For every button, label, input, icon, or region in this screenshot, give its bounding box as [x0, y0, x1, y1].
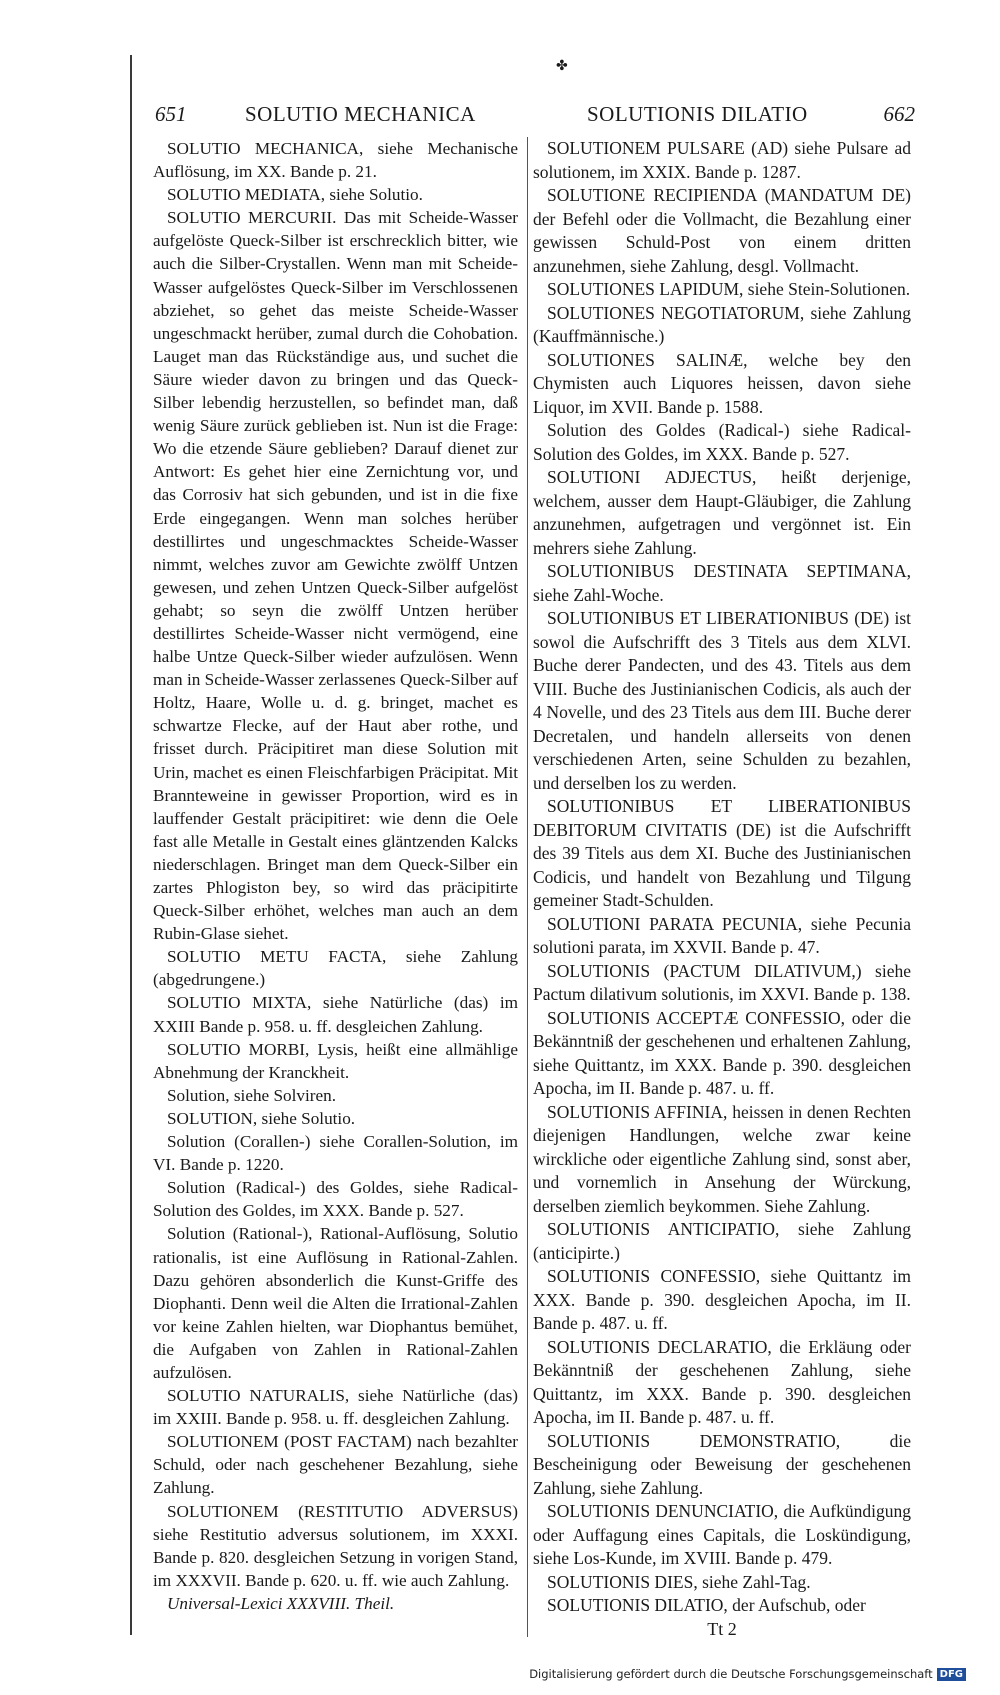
entry: SOLUTIO MERCURII. Das mit Scheide-Wasser aufgelöste Queck-Silber ist erschrecklich bitter, wie auch die Silber-Crystallen. Wenn man mit Scheide-Wasser aufgelöstes Queck-Silber im Verschlossenen abziehet, so gehet das meiste Scheide-Wasser ungeschmackt herüber, zumal durch die Cohobation. Lauget man das Rückständige aus, und suchet die Säure wieder davon zu bringen und das Queck-Silber lebendig herzustellen, so befindet man, daß wenig Säure zurück geblieben ist. Nun ist die Frage: Wo die etzende Säure geblieben? Darauf dienet zur Antwort: Es gehet hier eine Zernichtung vor, und das Corrosiv hat sich gebunden, und ist in die fixe Erde eingegangen. Wenn man solches herüber destillirtes und ungeschmacktes Scheide-Wasser nimmt, welches zuvor am Gewichte zwölff Untzen gewesen, und zehen Untzen Queck-Silber aufgelöst gehabt; so seyn die zwölff Untzen herüber destillirtes Scheide-Wasser nicht vermögend, eine halbe Untze Queck-Silber wieder aufzulösen. Wenn man in Scheide-Wasser zerlassenes Queck-Silber auf Holtz, Haare, Wolle u. d. g. bringet, machet es schwartze Flecke, auf der Haut aber rothe, und frisset durch. Präcipitiret man diese Solution mit Urin, machet es einen Fleischfarbigen Präcipitat. Mit Brannteweine in gewisser Proportion, wird es in lauffender Gestalt präcipitiret: wie denn die Oele fast alle Metalle in Gestalt eines gläntzenden Kalcks niederschlagen. Bringet man dem Queck-Silber ein zartes Phlogiston bey, so wird das präcipitirte Queck-Silber erhöhet, welches man auch an dem Rubin-Glase siehet. [153, 208, 518, 944]
volume-footer: Universal-Lexici XXXVIII. Theil. [167, 1593, 395, 1613]
entry: SOLUTIO MECHANICA, siehe Mechanische Auflösung, im XX. Bande p. 21. [153, 139, 518, 182]
entry: SOLUTIONIS DILATIO, der Aufschub, oder [547, 1595, 866, 1615]
entry: SOLUTIONIS CONFESSIO, siehe Quittantz im XXX. Bande p. 390. desgleichen Apocha, im II. Bande p. 487. u. ff. [533, 1266, 911, 1333]
entry: SOLUTIONIS (PACTUM DILATIVUM,) siehe Pactum dilativum solutionis, im XXVI. Bande p. 138. [533, 960, 911, 1004]
entry: SOLUTIONES SALINÆ, welche bey den Chymisten auch Liquores heissen, davon siehe Liquor, im XVII. Bande p. 1588. [533, 349, 911, 417]
entry: SOLUTIONIS DEMONSTRATIO, die Bescheinigung oder Beweisung der geschehenen Zahlung, siehe Zahlung. [533, 1430, 911, 1498]
entry: SOLUTIO METU FACTA, siehe Zahlung (abgedrungene.) [153, 947, 518, 990]
page-number-right: 662 [883, 102, 915, 126]
dfg-logo: DFG [937, 1668, 966, 1681]
entry: SOLUTIONEM (RESTITUTIO ADVERSUS) siehe Restitutio adversus solutionem, im XXXI. Bande p. 820. desgleichen Setzung in vorigen Stand, im XXXVII. Bande p. 620. u. ff. wie auch Zahlung. [153, 1501, 518, 1590]
entry: SOLUTIONIBUS DESTINATA SEPTIMANA, siehe Zahl-Woche. [533, 561, 911, 605]
entry: SOLUTIO MIXTA, siehe Natürliche (das) im XXIII Bande p. 958. u. ff. desgleichen Zahlung. [153, 993, 518, 1036]
entry: SOLUTIONEM (POST FACTAM) nach bezahlter Schuld, oder nach geschehener Bezahlung, siehe Zahlung. [153, 1432, 518, 1498]
left-column [153, 137, 518, 1615]
column-divider [527, 137, 528, 1637]
running-title-left: SOLUTIO MECHANICA [245, 102, 476, 126]
digitization-text: Digitalisierung gefördert durch die Deutsche Forschungsgemeinschaft [529, 1667, 933, 1681]
entry: SOLUTIONI PARATA PECUNIA, siehe Pecunia solutioni parata, im XXVII. Bande p. 47. [533, 913, 911, 957]
entry: SOLUTIO NATURALIS, siehe Natürliche (das) im XXIII. Bande p. 958. u. ff. desgleichen Zahlung. [153, 1386, 518, 1429]
entry: SOLUTIONES LAPIDUM, siehe Stein-Solutionen. [547, 279, 911, 299]
entry: SOLUTIONIS ACCEPTÆ CONFESSIO, oder die Bekänntniß der geschehenen und erhaltenen Zahlung, siehe Quittantz, im XXX. Bande p. 390. desgleichen Apocha, im II. Bande p. 487. u. ff. [533, 1007, 911, 1098]
signature-mark: Tt 2 [707, 1618, 737, 1639]
entry: SOLUTIONIS ANTICIPATIO, siehe Zahlung (anticipirte.) [533, 1219, 911, 1263]
entry: Solution des Goldes (Radical-) siehe Radical-Solution des Goldes, im XXX. Bande p. 527. [533, 420, 911, 464]
gutter-line [130, 55, 132, 1635]
entry: SOLUTIONIBUS ET LIBERATIONIBUS (DE) ist sowol die Aufschrifft des 3 Titels aus dem XLVI. Buche derer Pandecten, und des 43. Titels aus dem VIII. Buche des Justinianischen Codicis, als auch der 4 Novelle, und des 23 Titels aus dem III. Buche derer Decretalen, und handeln allerseits von denen verschiedenen Arten, seine Schulden zu bezahlen, und derselben los zu werden. [533, 608, 911, 793]
right-column [533, 137, 911, 1641]
entry: SOLUTIONES NEGOTIATORUM, siehe Zahlung (Kauffmännische.) [533, 302, 911, 346]
entry: SOLUTIONIBUS ET LIBERATIONIBUS DEBITORUM CIVITATIS (DE) ist die Aufschrifft des 39 Titels aus dem XI. Buche des Justinianischen Codicis, und handelt von Bezahlung und Tilgung gemeiner Stadt-Schulden. [533, 796, 911, 910]
running-title-right: SOLUTIONIS DILATIO [587, 102, 808, 126]
digitization-credit [529, 1667, 966, 1681]
entry: SOLUTIO MORBI, Lysis, heißt eine allmählige Abnehmung der Kranckheit. [153, 1039, 518, 1082]
entry: SOLUTIONIS DENUNCIATIO, die Aufkündigung oder Auffagung eines Capitals, die Loskündigung, siehe Los-Kunde, im XVIII. Bande p. 479. [533, 1501, 911, 1568]
entry: SOLUTIONIS DECLARATIO, die Erkläung oder Bekänntniß der geschehenen Zahlung, siehe Quittantz, im XXX. Bande p. 390. desgleichen Apocha, im II. Bande p. 487. u. ff. [533, 1336, 911, 1427]
entry: SOLUTIONEM PULSARE (AD) siehe Pulsare ad solutionem, im XXIX. Bande p. 1287. [533, 138, 911, 182]
entry: Solution, siehe Solviren. [167, 1085, 337, 1105]
ornament: ✤ [556, 58, 568, 74]
entry: SOLUTIONI ADJECTUS, heißt derjenige, welchem, ausser dem Haupt-Gläubiger, die Zahlung anzunehmen, aufgetragen und vergönnet ist. Ein mehrers siehe Zahlung. [533, 467, 911, 558]
entry: SOLUTIONE RECIPIENDA (MANDATUM DE) der Befehl oder die Vollmacht, die Bezahlung einer gewissen Schuld-Post von einem dritten anzunehmen, siehe Zahlung, desgl. Vollmacht. [533, 185, 911, 276]
entry: SOLUTION, siehe Solutio. [167, 1108, 356, 1128]
entry: SOLUTIO MEDIATA, siehe Solutio. [167, 185, 423, 205]
entry: SOLUTIONIS DIES, siehe Zahl-Tag. [547, 1571, 811, 1592]
entry: Solution (Corallen-) siehe Corallen-Solution, im VI. Bande p. 1220. [153, 1132, 518, 1175]
running-header [155, 102, 915, 132]
entry: Solution (Rational-), Rational-Auflösung, Solutio rationalis, ist eine Auflösung in Rational-Zahlen. Dazu gehören absonderlich die Kunst-Griffe des Diophanti. Denn weil die Alten die Irrational-Zahlen vor keine Zahlen hielten, war Diophantus bemühet, die Aufgaben von Zahlen in Rational-Zahlen aufzulösen. [153, 1224, 518, 1382]
entry: Solution (Radical-) des Goldes, siehe Radical-Solution des Goldes, im XXX. Bande p. 527. [153, 1178, 518, 1221]
entry: SOLUTIONIS AFFINIA, heissen in denen Rechten diejenigen Handlungen, welche zwar keine wirckliche oder eigentliche Zahlung sind, sonst aber, und vornemlich in Ansehung der Würckung, derselben ziemlich beykommen. Siehe Zahlung. [533, 1101, 911, 1216]
page-number-left: 651 [155, 102, 187, 126]
